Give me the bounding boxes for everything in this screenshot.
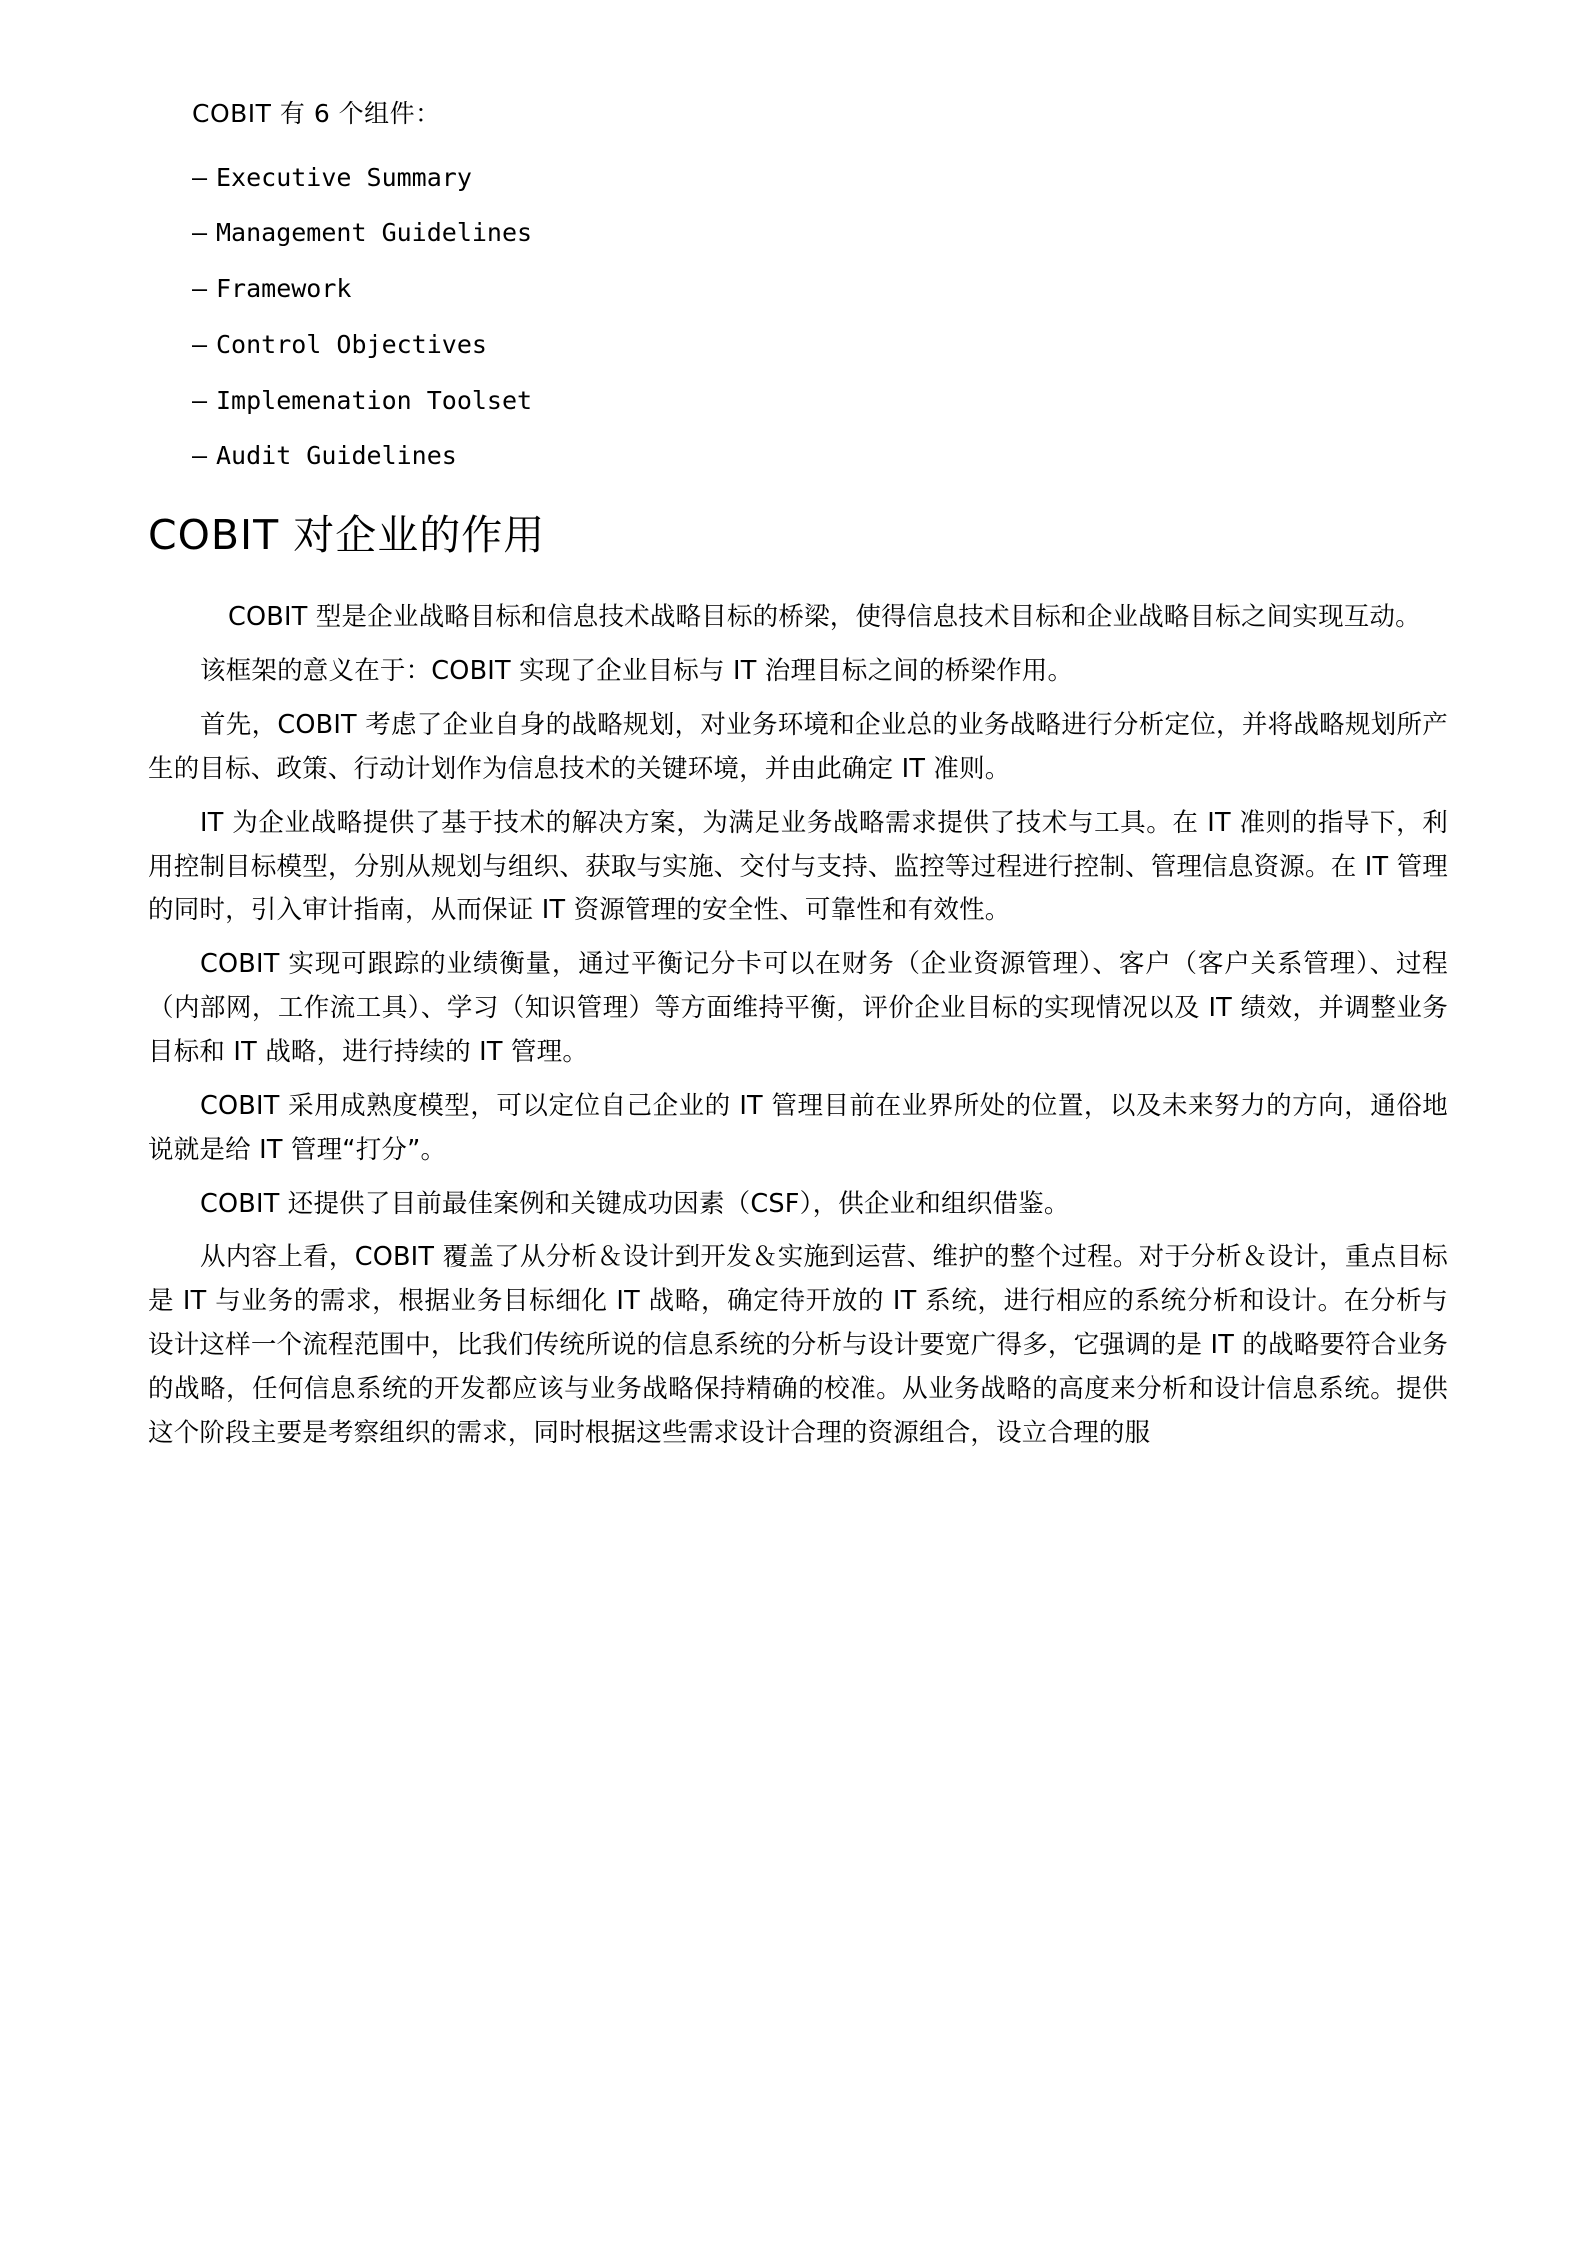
components-list: [148, 161, 1448, 474]
list-item-label: Framework: [216, 274, 352, 303]
list-item-label: Executive Summary: [216, 162, 472, 192]
document-body: [148, 95, 1448, 1456]
list-item-label: Management Guidelines: [216, 218, 533, 248]
paragraph: COBIT 实现可跟踪的业绩衡量，通过平衡记分卡可以在财务（企业资源管理）、客户（客户关系管理）、过程（内部网，工作流工具）、学习（知识管理）等方面维持平衡，评价企业目标的实现情况以及 IT 绩效，并调整业务目标和 IT 战略，进行持续的 IT 管理。: [148, 949, 1448, 1068]
list-item: [148, 272, 1448, 306]
paragraph: COBIT 型是企业战略目标和信息技术战略目标的桥梁，使得信息技术目标和企业战略目标之间实现互动。: [228, 602, 1421, 633]
list-item: [148, 216, 1448, 250]
paragraph: COBIT 采用成熟度模型，可以定位自己企业的 IT 管理目前在业界所处的位置，以及未来努力的方向，通俗地说就是给 IT 管理“打分”。: [148, 1090, 1448, 1165]
paragraph: COBIT 还提供了目前最佳案例和关键成功因素（CSF），供企业和组织借鉴。: [200, 1188, 1070, 1219]
bullet-dash-icon: –: [192, 329, 208, 359]
list-item-label: Audit Guidelines: [216, 441, 457, 471]
bullet-dash-icon: –: [192, 385, 208, 415]
bullet-dash-icon: –: [192, 162, 208, 192]
paragraph: IT 为企业战略提供了基于技术的解决方案，为满足业务战略需求提供了技术与工具。在 IT 准则的指导下，利用控制目标模型，分别从规划与组织、获取与实施、交付与支持、监控等过程进行控制、管理信息资源。在 IT 管理的同时，引入审计指南，从而保证 IT 资源管理的安全性、可靠性和有效性。: [148, 807, 1448, 926]
list-item: [148, 439, 1448, 473]
list-item: [148, 384, 1448, 418]
list-item-label: Control Objectives: [216, 329, 487, 359]
bullet-dash-icon: –: [192, 441, 208, 471]
intro-line: COBIT 有 6 个组件：: [192, 99, 441, 128]
bullet-dash-icon: –: [192, 218, 208, 248]
paragraph: 从内容上看，COBIT 覆盖了从分析＆设计到开发＆实施到运营、维护的整个过程。对于分析＆设计，重点目标是 IT 与业务的需求，根据业务目标细化 IT 战略，确定待开放的 IT 系统，进行相应的系统分析和设计。在分析与设计这样一个流程范围中，比我们传统所说的信息系统的分析与设计要宽广得多，它强调的是 IT 的战略要符合业务的战略，任何信息系统的开发都应该与业务战略保持精确的校准。从业务战略的高度来分析和设计信息系统。提供这个阶段主要是考察组织的需求，同时根据这些需求设计合理的资源组合，设立合理的服: [148, 1242, 1448, 1448]
section-heading: COBIT 对企业的作用: [148, 511, 546, 559]
bullet-dash-icon: –: [192, 274, 208, 303]
paragraph: 该框架的意义在于：COBIT 实现了企业目标与 IT 治理目标之间的桥梁作用。: [200, 656, 1074, 687]
list-item-label: Implemenation Toolset: [216, 385, 533, 415]
list-item: [148, 328, 1448, 362]
paragraph: 首先，COBIT 考虑了企业自身的战略规划，对业务环境和企业总的业务战略进行分析定位，并将战略规划所产生的目标、政策、行动计划作为信息技术的关键环境，并由此确定 IT 准则。: [148, 710, 1448, 784]
list-item: [148, 161, 1448, 195]
